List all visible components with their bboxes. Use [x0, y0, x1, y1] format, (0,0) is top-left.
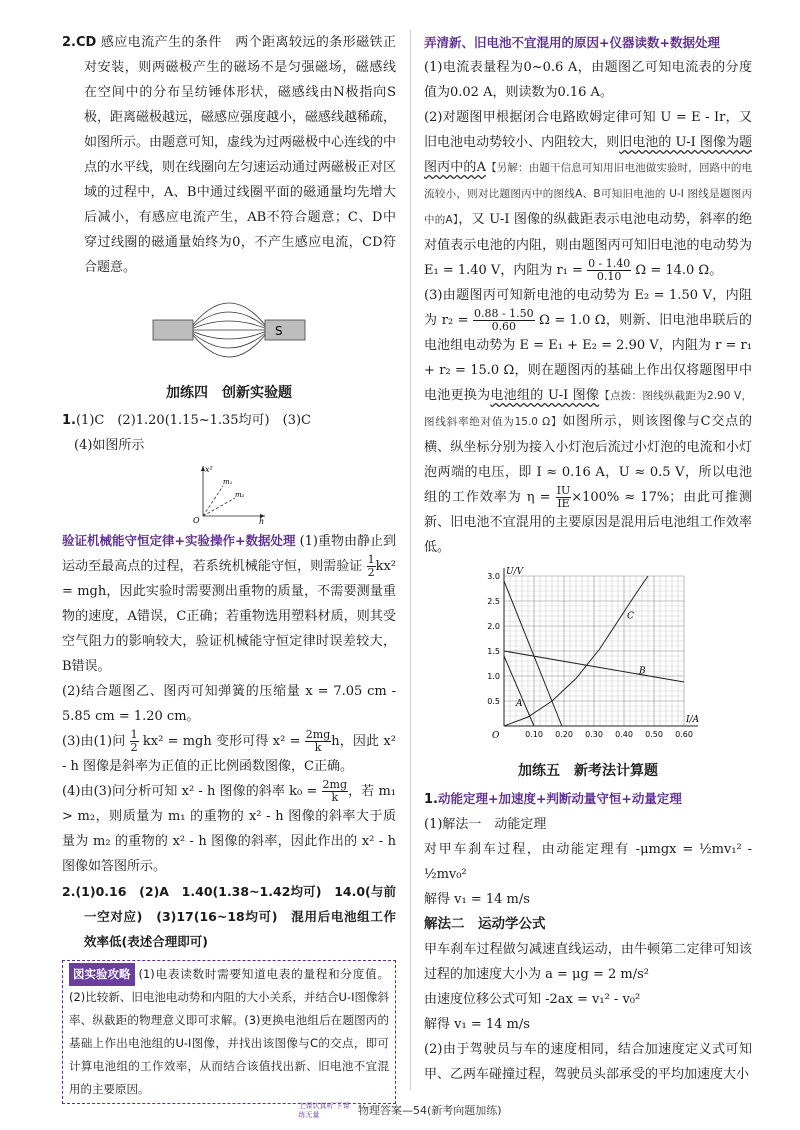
right-column — [424, 30, 752, 1087]
method1-answer: 解得 v₁ = 14 m/s — [424, 892, 530, 907]
x-tick-label: 0.40 — [615, 730, 633, 739]
series-line-3 — [504, 581, 562, 726]
frac-bottom: 2 — [130, 741, 138, 754]
q2-number: 2. — [62, 35, 76, 50]
series-label-C: C — [627, 611, 634, 622]
q1-line1: (1)C (2)1.20(1.15~1.35均可) (3)C — [75, 413, 311, 428]
x-axis-label: I/A — [686, 715, 700, 725]
right-p2b: ，又 U-I 图像的纵截距表示电池电动势，斜率的绝对值表示电池的内阻，则由题图丙可知旧电池的电动势为 E₁ = 1.40 V，内阻为 r₁ = — [424, 212, 752, 278]
right-p3-wavy: 电池组的 U-I 图像 — [490, 388, 600, 403]
m1-line — [203, 486, 223, 516]
y-tick-label: 0.5 — [487, 697, 500, 706]
x-tick-label: 0.30 — [585, 730, 603, 739]
q1-line2: (4)如图所示 — [74, 438, 145, 453]
q2-answer: CD — [75, 35, 97, 50]
right-p2 — [424, 105, 752, 283]
x2-h-graph — [189, 462, 269, 524]
method2-answer: 解得 v₁ = 14 m/s — [424, 1017, 530, 1032]
q2b-answers — [62, 879, 396, 954]
left-magnet — [153, 320, 193, 340]
right-p3b: Ω = 1.0 Ω，则新、旧电池串联后的电池组电动势为 E = E₁ + E₂ = 2.90 V，内阻为 r = r₁ + r₂ = 15.0 Ω，则在题图丙的基础上作出仅将题图甲中电池更换为 — [424, 313, 752, 403]
q1-p2: (2)结合题图乙、图丙可知弹簧的压缩量 x = 7.05 cm - 5.85 cm = 1.20 cm。 — [62, 684, 396, 724]
method1-head: (1)解法一 动能定理 — [424, 817, 547, 832]
right-p2-note: 【另解：由题干信息可知用旧电池做实验时，回路中的电流较小，则对比题图丙中的图线A、B可知旧电池的 U-I 图线是题图丙中的A】 — [424, 162, 753, 226]
graph-y-label: x² — [205, 465, 213, 474]
right-p1: (1)电流表量程为0~0.6 A，由题图乙可知电流表的分度值为0.02 A，则读数为0.16 A。 — [424, 60, 752, 100]
u-i-chart — [468, 564, 708, 754]
frac-top: 2mg — [305, 728, 331, 741]
q1-explanation-3 — [62, 729, 396, 779]
x-tick-label: 0.20 — [555, 730, 573, 739]
y-axis-label: U/V — [506, 567, 524, 577]
section-5-title: 加练五 新考法计算题 — [518, 763, 658, 779]
right-p3 — [424, 283, 752, 560]
right-tag: 弄清新、旧电池不宜混用的原因+仪器读数+数据处理 — [424, 35, 720, 50]
method1-line: 对甲车刹车过程，由动能定理有 -μmgx = ½mv₁² - ½mv₀² — [424, 842, 752, 882]
experiment-tips-title: 図实验攻略 — [69, 963, 135, 986]
right-p2c: Ω = 14.0 Ω。 — [635, 263, 723, 278]
m2-line — [203, 498, 235, 516]
y-tick-label: 2.5 — [487, 597, 500, 606]
q1-answers — [62, 408, 396, 433]
y-tick-label: 1.5 — [487, 647, 500, 656]
series-label-B: B — [639, 666, 646, 677]
q2-body: ，则两磁极产生的磁场不是匀强磁场，磁感线在空间中的分布呈纺锤体形状，磁感线由N极指向S极，距离磁极越远，磁感应强度越小，磁感线越稀疏，如图所示。由题意可知，虚线为过两磁极中心连线的中点的水平线，则在线圈向左匀速运动通过两磁极正对区域的过程中，A、B中通过线圈平面的磁通量均先增大后减小，有感应电流产生，AB不符合题意；C、D中穿过线圈的磁通量始终为0，不产生感应电流，CD符合题意。 — [84, 60, 397, 275]
graph-m1-label: m₁ — [223, 478, 233, 486]
footer-logo: 上课认真听 下课练无量 — [298, 1102, 350, 1119]
q2-tag: 感应电流产生的条件 两个距离较远的条形磁铁正对安装 — [84, 35, 396, 75]
method2-p2: 由速度位移公式可知 -2ax = v₁² - v₀² — [424, 992, 641, 1007]
right-p3-note: 【点拨：图线纵截距为2.90 V，图线斜率绝对值为15.0 Ω】 — [424, 390, 752, 428]
page-footer — [0, 1102, 800, 1120]
frac-top: IU — [556, 484, 571, 497]
footer-text: 物理答案—54(新考向题加练) — [357, 1104, 502, 1117]
method2-p1: 甲车刹车过程做匀减速直线运动，由牛顿第二定律可知该过程的加速度大小为 a = μg = 2 m/s² — [424, 942, 752, 982]
frac-bottom: IE — [557, 497, 570, 510]
q1-p3b: kx² = mgh 变形可得 x² = — [142, 734, 301, 749]
series-label-A: A — [516, 699, 523, 709]
frac-bottom: k — [314, 741, 322, 754]
right-p2a: (2)对题图甲根据闭合电路欧姆定律可知 U = E - Ir，又旧电池电动势较小、内阻较大，则 — [424, 110, 752, 150]
frac-top: 1 — [130, 728, 138, 741]
graph-origin: O — [193, 516, 200, 524]
y-tick-label: 2.0 — [487, 622, 500, 631]
q2b-number: 2. — [62, 884, 76, 899]
right-p3a: (3)由题图丙可知新电池的电动势为 E₂ = 1.50 V，内阻为 r₂ = — [424, 288, 752, 328]
left-column — [62, 30, 396, 1104]
q1-p3c: h，因此 x² - h 图像是斜率为正值的正比例函数图像，C正确。 — [62, 734, 396, 774]
right-p3d: ×100% ≈ 17%；由此可推测新、旧电池不宜混用的主要原因是混用后电池组工作效率低。 — [424, 490, 752, 555]
q1-p1b: kx² = mgh，因此实验时需要测出重物的质量，不需要测量重物的速度，A错误，C正确；若重物选用塑料材质，则其受空气阻力的影响较大，验证机械能守恒定律时误差较大，B错误。 — [62, 559, 396, 674]
right-last-paragraph: (2)由于驾驶员与车的速度相同，结合加速度定义式可知甲、乙两车碰撞过程，驾驶员头部承受的平均加速度大小 — [424, 1042, 752, 1082]
mg-fraction — [305, 729, 331, 754]
column-divider — [410, 30, 411, 1090]
q1-p3a: (3)由(1)问 — [62, 734, 126, 749]
graph-x-label: h — [259, 517, 265, 524]
experiment-tips-box — [62, 960, 396, 1104]
q2-block — [62, 30, 396, 280]
method2-head: 解法二 运动学公式 — [424, 916, 546, 932]
frac-top: 1 — [367, 553, 375, 566]
chart-origin: O — [492, 731, 500, 741]
mg-fraction-2 — [322, 779, 348, 804]
q1-number: 1. — [62, 413, 76, 428]
half-fraction — [367, 554, 376, 579]
q1-explanation-1 — [62, 528, 396, 679]
y-tick-label: 1.0 — [487, 672, 500, 681]
q1-p1: (1)重物由静止到运动至最高点的过程，若系统机械能守恒，则需验证 — [62, 534, 397, 574]
graph-m2-label: m₂ — [235, 491, 245, 499]
r-q1-tag: 动能定理+加速度+判断动量守恒+动量定理 — [437, 791, 682, 806]
q2b-answer: (1)0.16 (2)A 1.40(1.38~1.42均可) 14.0(与前一空对应) (3)17(16~18均可) 混用后电池组工作效率低(表述合理即可) — [75, 884, 396, 949]
magnet-s-label: S — [275, 324, 283, 338]
q1-p4a: (4)由(3)问分析可知 x² - h 图像的斜率 k₀ = — [62, 784, 318, 799]
x-tick-label: 0.60 — [675, 730, 693, 739]
half-fraction-2 — [130, 729, 139, 754]
frac-bottom: 2 — [367, 566, 375, 579]
r-q1-header — [424, 786, 752, 812]
frac-top: 2mg — [322, 778, 348, 791]
q1-p4b: ，若 m₁ > m₂，则质量为 m₁ 的重物的 x² - h 图像的斜率大于质量为 m₂ 的重物的 x² - h 图像的斜率，因此作出的 x² - h 图像如答图所示。 — [62, 784, 396, 874]
experiment-tips-text: (1)电表读数时需要知道电表的量程和分度值。(2)比较新、旧电池电动势和内阻的大小关系，并结合U-I图像斜率、纵截距的物理意义即可求解。(3)更换电池组后在题图丙的基础上作出电池组的U-I图像，并找出该图像与C的交点，即可计算电池组的工作效率，从而结合该值找出新、旧电池不宜混用的主要原因。 — [69, 967, 389, 1096]
x-tick-label: 0.50 — [645, 730, 663, 739]
q1-explanation-4 — [62, 779, 396, 879]
frac-top: 0 - 1.40 — [588, 257, 631, 270]
frac-bottom: 0.60 — [491, 320, 517, 333]
q1-tag: 验证机械能守恒定律+实验操作+数据处理 — [62, 533, 296, 548]
magnet-field-figure — [149, 284, 309, 376]
x-tick-label: 0.10 — [525, 730, 543, 739]
y-tick-label: 3.0 — [487, 572, 500, 581]
eta-fraction — [556, 485, 572, 510]
frac-bottom: 0.10 — [596, 270, 622, 283]
r2-fraction — [473, 308, 535, 333]
right-p2-wavy: 旧电池的 U-I 图像为题图丙中的A — [424, 135, 752, 175]
r1-fraction — [587, 258, 631, 283]
right-magnet — [265, 320, 305, 340]
r-q1-number: 1. — [424, 792, 438, 807]
right-p3c: 如图所示，则该图像与C交点的横、纵坐标分别为接入小灯泡后流过小灯泡的电流和小灯泡两端的电压，即 I ≈ 0.16 A，U ≈ 0.5 V，所以电池组的工作效率为 η = — [424, 414, 752, 505]
frac-top: 0.88 - 1.50 — [473, 307, 534, 320]
section-4-title: 加练四 创新实验题 — [166, 385, 292, 401]
frac-bottom: k — [331, 791, 339, 804]
